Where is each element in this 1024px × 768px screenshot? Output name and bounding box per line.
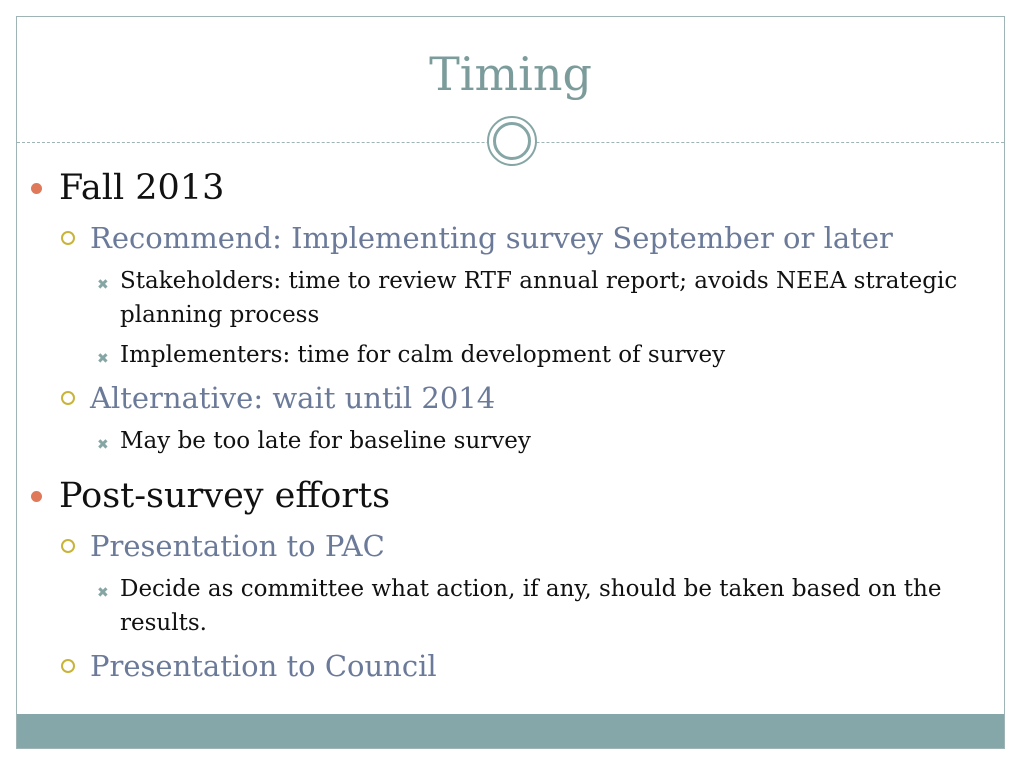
- slide: [16, 16, 1005, 749]
- bullet-level3: [17, 424, 1004, 458]
- bullet-text: Alternative: wait until 2014: [90, 381, 496, 415]
- footer-bar: [17, 714, 1004, 748]
- slide-title: Timing: [429, 47, 592, 101]
- bullet-level2: [17, 378, 1004, 418]
- bullet-level2: [17, 646, 1004, 686]
- bullet-text: Presentation to Council: [90, 649, 437, 683]
- hollow-circle-bullet-icon: [61, 391, 75, 405]
- bullet-level3: [17, 338, 1004, 372]
- bullet-level3: [17, 264, 1004, 332]
- bullet-level1: [17, 472, 1004, 520]
- bullet-text: Post-survey efforts: [59, 476, 391, 516]
- bullet-level3: [17, 572, 1004, 640]
- x-star-bullet-icon: ✖: [97, 437, 109, 453]
- hollow-circle-bullet-icon: [61, 659, 75, 673]
- x-star-bullet-icon: ✖: [97, 351, 109, 367]
- hollow-circle-bullet-icon: [61, 231, 75, 245]
- bullet-level2: [17, 526, 1004, 566]
- bullet-text: Presentation to PAC: [90, 529, 385, 563]
- bullet-text: Stakeholders: time to review RTF annual report; avoids NEEA strategic planning process: [120, 268, 958, 328]
- hollow-circle-bullet-icon: [61, 539, 75, 553]
- bullet-level1: [17, 164, 1004, 212]
- x-star-bullet-icon: ✖: [97, 277, 109, 293]
- bullet-level2: [17, 218, 1004, 258]
- bullet-text: May be too late for baseline survey: [120, 428, 531, 454]
- inner-ring: [493, 122, 531, 160]
- bullet-text: Implementers: time for calm development of survey: [120, 342, 726, 368]
- filled-circle-bullet-icon: [31, 491, 42, 502]
- bullet-text: Decide as committee what action, if any, should be taken based on the results.: [120, 576, 942, 636]
- slide-content: [17, 162, 1004, 686]
- bullet-text: Recommend: Implementing survey September or later: [90, 221, 893, 255]
- x-star-bullet-icon: ✖: [97, 585, 109, 601]
- filled-circle-bullet-icon: [31, 183, 42, 194]
- bullet-text: Fall 2013: [59, 168, 225, 208]
- double-ring-icon: [487, 116, 537, 166]
